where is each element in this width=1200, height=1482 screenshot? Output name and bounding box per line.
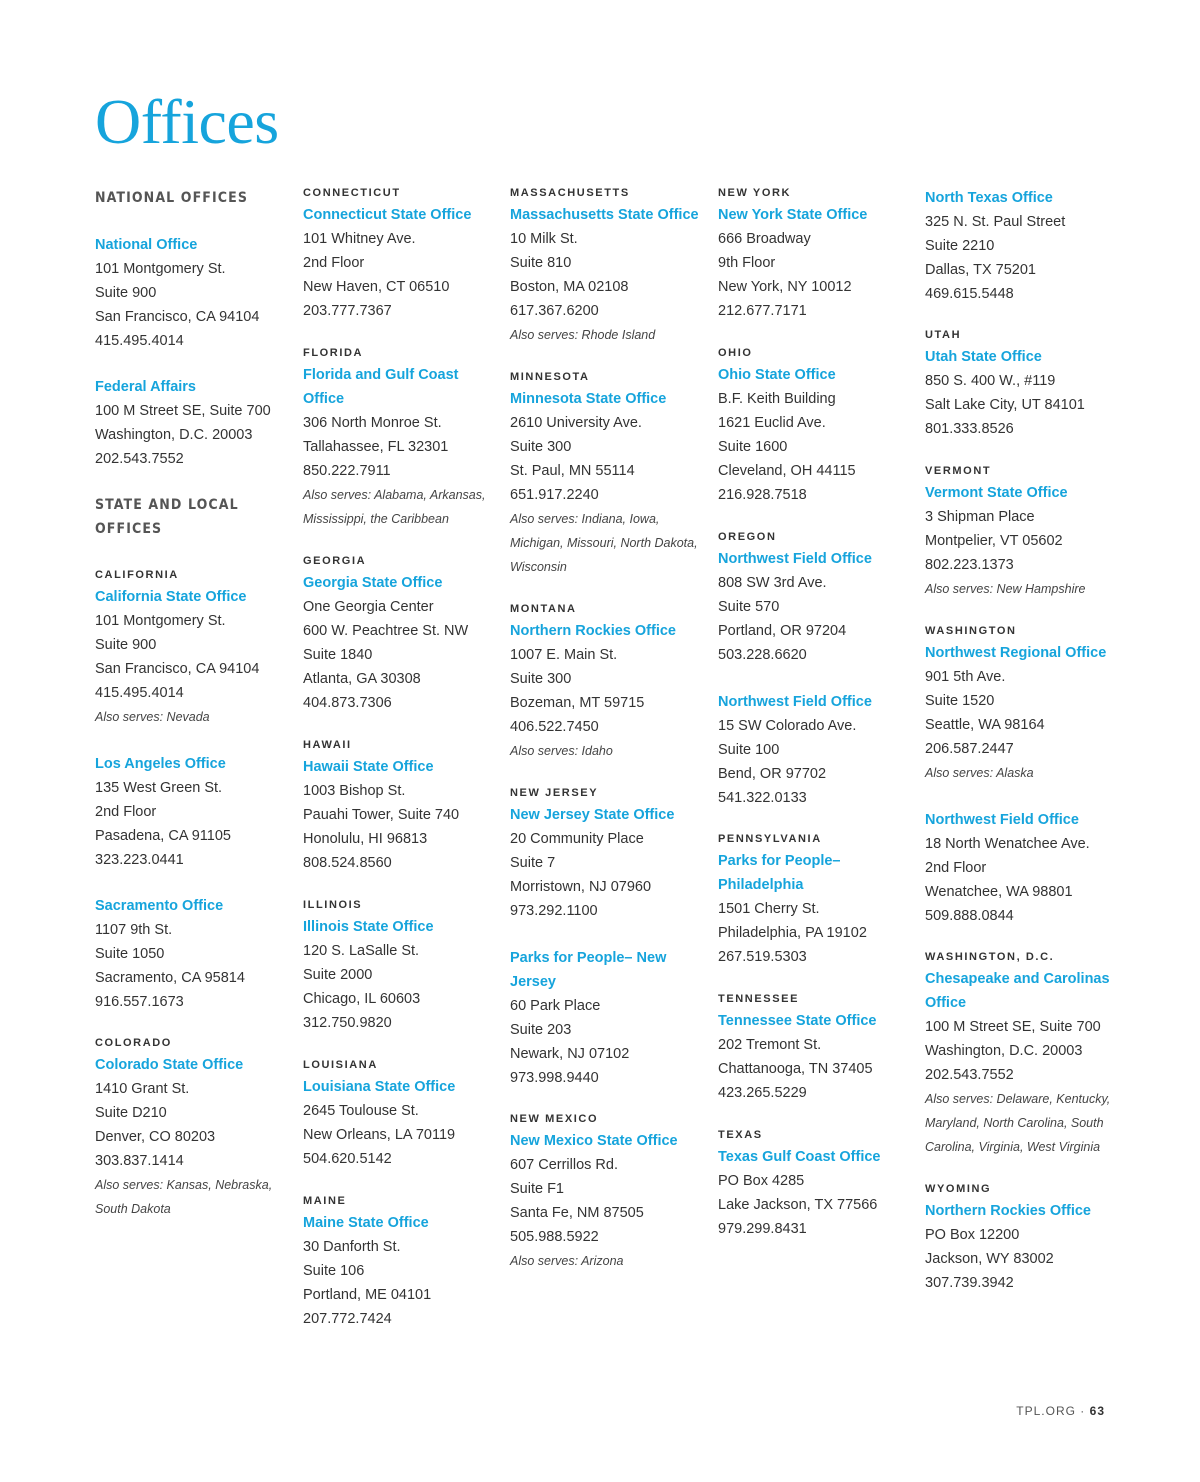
address-line: 541.322.0133 (718, 790, 807, 806)
address-line: 808.524.8560 (303, 855, 392, 871)
address-line: 202 Tremont St. (718, 1037, 822, 1053)
address-line: Suite 1520 (925, 693, 995, 709)
office-name: Northwest Field Office (718, 551, 872, 567)
address-line: Newark, NJ 07102 (510, 1046, 630, 1062)
office-block (95, 233, 295, 353)
address-line: Atlanta, GA 30308 (303, 671, 421, 687)
address-line: 509.888.0844 (925, 908, 1014, 924)
address-line: 312.750.9820 (303, 1015, 392, 1031)
state-label: CALIFORNIA (95, 569, 179, 581)
state-label: MINNESOTA (510, 371, 590, 383)
address-line: Chattanooga, TN 37405 (718, 1061, 873, 1077)
address-line: 801.333.8526 (925, 421, 1014, 437)
state-label: NEW YORK (718, 187, 792, 199)
office-name: North Texas Office (925, 190, 1053, 206)
office-block (510, 602, 710, 763)
office-name: Chesapeake and Carolinas Office (925, 971, 1110, 1011)
address-line: 202.543.7552 (95, 451, 184, 467)
address-line: PO Box 4285 (718, 1173, 805, 1189)
office-block (718, 832, 918, 969)
footer-site: TPL.ORG (1016, 1404, 1076, 1418)
address-line: Honolulu, HI 96813 (303, 831, 428, 847)
address-line: Washington, D.C. 20003 (925, 1043, 1083, 1059)
address-line: San Francisco, CA 94104 (95, 309, 260, 325)
also-serves-note: Also serves: Alaska (925, 766, 1034, 780)
address-line: 2nd Floor (303, 255, 365, 271)
office-block (95, 375, 295, 471)
state-label: LOUISIANA (303, 1059, 378, 1071)
address-line: 617.367.6200 (510, 303, 599, 319)
state-label: OHIO (718, 347, 753, 359)
state-label: CONNECTICUT (303, 187, 401, 199)
page-footer (1016, 1404, 1105, 1418)
office-name: Parks for People– New Jersey (510, 950, 667, 990)
section-header: NATIONAL OFFICES (95, 190, 248, 206)
office-column (925, 186, 1125, 1318)
address-line: San Francisco, CA 94104 (95, 661, 260, 677)
address-line: Suite 900 (95, 637, 157, 653)
address-line: Suite 810 (510, 255, 572, 271)
office-column (510, 186, 710, 1296)
office-name: Parks for People– Philadelphia (718, 853, 841, 893)
office-name: Louisiana State Office (303, 1079, 456, 1095)
state-label: COLORADO (95, 1037, 172, 1049)
state-label: VERMONT (925, 465, 992, 477)
office-name: Connecticut State Office (303, 207, 472, 223)
office-block (925, 808, 1125, 928)
address-line: 20 Community Place (510, 831, 644, 847)
office-name: Northwest Field Office (718, 694, 872, 710)
address-line: 60 Park Place (510, 998, 601, 1014)
address-line: Suite 2000 (303, 967, 373, 983)
address-line: Pauahi Tower, Suite 740 (303, 807, 460, 823)
address-line: 207.772.7424 (303, 1311, 392, 1327)
address-line: 802.223.1373 (925, 557, 1014, 573)
address-line: B.F. Keith Building (718, 391, 836, 407)
office-block (303, 186, 503, 323)
address-line: 415.495.4014 (95, 685, 184, 701)
address-line: 901 5th Ave. (925, 669, 1006, 685)
address-line: Morristown, NJ 07960 (510, 879, 652, 895)
section-header: STATE AND LOCAL OFFICES (95, 497, 239, 537)
address-line: 1410 Grant St. (95, 1081, 190, 1097)
office-block (925, 464, 1125, 601)
address-line: 504.620.5142 (303, 1151, 392, 1167)
address-line: 203.777.7367 (303, 303, 392, 319)
address-line: St. Paul, MN 55114 (510, 463, 635, 479)
state-label: UTAH (925, 329, 962, 341)
address-line: 303.837.1414 (95, 1153, 184, 1169)
address-line: Santa Fe, NM 87505 (510, 1205, 644, 1221)
address-line: Suite 2210 (925, 238, 995, 254)
address-line: PO Box 12200 (925, 1227, 1020, 1243)
office-name: New Jersey State Office (510, 807, 675, 823)
state-label: OREGON (718, 531, 777, 543)
office-block (510, 370, 710, 579)
office-name: Utah State Office (925, 349, 1042, 365)
office-name: Texas Gulf Coast Office (718, 1149, 881, 1165)
address-line: 101 Whitney Ave. (303, 231, 416, 247)
address-line: 850 S. 400 W., #119 (925, 373, 1056, 389)
state-label: GEORGIA (303, 555, 367, 567)
office-name: Vermont State Office (925, 485, 1068, 501)
address-line: Montpelier, VT 05602 (925, 533, 1063, 549)
office-name: National Office (95, 237, 198, 253)
address-line: Suite 300 (510, 439, 572, 455)
office-block (510, 786, 710, 923)
office-name: Northern Rockies Office (510, 623, 676, 639)
address-line: 505.988.5922 (510, 1229, 599, 1245)
office-block (925, 1182, 1125, 1295)
address-line: Denver, CO 80203 (95, 1129, 216, 1145)
office-name: Tennessee State Office (718, 1013, 877, 1029)
page-number: 63 (1089, 1404, 1105, 1418)
address-line: 100 M Street SE, Suite 700 (95, 403, 271, 419)
office-name: Northern Rockies Office (925, 1203, 1091, 1219)
office-name: Maine State Office (303, 1215, 429, 1231)
office-name: Los Angeles Office (95, 756, 226, 772)
address-line: 212.677.7171 (718, 303, 807, 319)
address-line: 850.222.7911 (303, 463, 391, 479)
address-line: Lake Jackson, TX 77566 (718, 1197, 878, 1213)
address-line: 808 SW 3rd Ave. (718, 575, 827, 591)
address-line: 306 North Monroe St. (303, 415, 442, 431)
office-column (95, 186, 295, 1244)
address-line: Salt Lake City, UT 84101 (925, 397, 1085, 413)
address-line: Suite 100 (718, 742, 780, 758)
address-line: New Orleans, LA 70119 (303, 1127, 456, 1143)
address-line: Cleveland, OH 44115 (718, 463, 856, 479)
office-name: Ohio State Office (718, 367, 836, 383)
address-line: Bend, OR 97702 (718, 766, 827, 782)
address-line: Suite 1840 (303, 647, 373, 663)
office-block (303, 898, 503, 1035)
address-line: 120 S. LaSalle St. (303, 943, 420, 959)
address-line: One Georgia Center (303, 599, 434, 615)
address-line: 30 Danforth St. (303, 1239, 401, 1255)
address-line: 973.292.1100 (510, 903, 598, 919)
state-label: WASHINGTON (925, 625, 1017, 637)
address-line: Suite D210 (95, 1105, 167, 1121)
address-line: Wenatchee, WA 98801 (925, 884, 1073, 900)
address-line: Portland, OR 97204 (718, 623, 847, 639)
address-line: Suite 7 (510, 855, 556, 871)
address-line: 307.739.3942 (925, 1275, 1014, 1291)
also-serves-note: Also serves: Rhode Island (510, 328, 656, 342)
address-line: 404.873.7306 (303, 695, 392, 711)
address-line: 216.928.7518 (718, 487, 807, 503)
address-line: 973.998.9440 (510, 1070, 599, 1086)
address-line: Dallas, TX 75201 (925, 262, 1036, 278)
address-line: 101 Montgomery St. (95, 613, 226, 629)
office-name: Illinois State Office (303, 919, 434, 935)
address-line: 101 Montgomery St. (95, 261, 226, 277)
address-line: 3 Shipman Place (925, 509, 1035, 525)
also-serves-note: Also serves: New Hampshire (925, 582, 1086, 596)
state-label: PENNSYLVANIA (718, 833, 822, 845)
address-line: Suite 1050 (95, 946, 165, 962)
address-line: Philadelphia, PA 19102 (718, 925, 867, 941)
address-line: Jackson, WY 83002 (925, 1251, 1054, 1267)
office-name: Federal Affairs (95, 379, 196, 395)
address-line: 916.557.1673 (95, 994, 184, 1010)
state-label: MASSACHUSETTS (510, 187, 630, 199)
also-serves-note: Also serves: Idaho (510, 744, 613, 758)
office-name: Minnesota State Office (510, 391, 667, 407)
address-line: 267.519.5303 (718, 949, 807, 965)
address-line: Suite 106 (303, 1263, 365, 1279)
office-block (925, 328, 1125, 441)
address-line: 1501 Cherry St. (718, 901, 820, 917)
address-line: Sacramento, CA 95814 (95, 970, 245, 986)
address-line: 2nd Floor (925, 860, 987, 876)
address-line: New York, NY 10012 (718, 279, 852, 295)
address-line: Suite 570 (718, 599, 780, 615)
address-line: Boston, MA 02108 (510, 279, 629, 295)
address-line: 135 West Green St. (95, 780, 223, 796)
page-title: Offices (95, 86, 279, 157)
footer-separator: · (1080, 1404, 1086, 1418)
state-label: TENNESSEE (718, 993, 800, 1005)
address-line: 18 North Wenatchee Ave. (925, 836, 1090, 852)
state-label: TEXAS (718, 1129, 763, 1141)
address-line: 607 Cerrillos Rd. (510, 1157, 618, 1173)
address-line: 415.495.4014 (95, 333, 184, 349)
office-name: Massachusetts State Office (510, 207, 699, 223)
address-line: 666 Broadway (718, 231, 811, 247)
office-block (303, 738, 503, 875)
address-line: New Haven, CT 06510 (303, 279, 450, 295)
address-line: 600 W. Peachtree St. NW (303, 623, 469, 639)
state-label: FLORIDA (303, 347, 364, 359)
state-label: MONTANA (510, 603, 577, 615)
address-line: Suite 203 (510, 1022, 572, 1038)
office-block (95, 894, 295, 1014)
office-name: California State Office (95, 589, 247, 605)
office-block (925, 186, 1125, 306)
office-column (718, 186, 918, 1264)
also-serves-note: Also serves: Alabama, Arkansas, Mississippi, the Caribbean (303, 488, 486, 526)
address-line: 651.917.2240 (510, 487, 599, 503)
address-line: 1621 Euclid Ave. (718, 415, 826, 431)
office-block (303, 346, 503, 531)
state-label: MAINE (303, 1195, 347, 1207)
address-line: 2645 Toulouse St. (303, 1103, 419, 1119)
address-line: 979.299.8431 (718, 1221, 807, 1237)
address-line: Suite F1 (510, 1181, 564, 1197)
address-line: 423.265.5229 (718, 1085, 807, 1101)
also-serves-note: Also serves: Nevada (95, 710, 210, 724)
office-block (303, 1058, 503, 1171)
office-block (303, 554, 503, 715)
address-line: Seattle, WA 98164 (925, 717, 1045, 733)
office-block (718, 186, 918, 323)
office-name: New Mexico State Office (510, 1133, 678, 1149)
office-block (718, 1128, 918, 1241)
address-line: Tallahassee, FL 32301 (303, 439, 449, 455)
office-block (925, 950, 1125, 1159)
address-line: Suite 900 (95, 285, 157, 301)
address-line: Pasadena, CA 91105 (95, 828, 231, 844)
office-block (718, 346, 918, 507)
state-label: ILLINOIS (303, 899, 363, 911)
office-block (303, 1194, 503, 1331)
address-line: Suite 1600 (718, 439, 788, 455)
office-block (718, 992, 918, 1105)
state-label: NEW JERSEY (510, 787, 599, 799)
address-line: Bozeman, MT 59715 (510, 695, 645, 711)
address-line: 2610 University Ave. (510, 415, 642, 431)
address-line: Chicago, IL 60603 (303, 991, 421, 1007)
address-line: 323.223.0441 (95, 852, 184, 868)
office-block (718, 530, 918, 667)
office-name: Florida and Gulf Coast Office (303, 367, 459, 407)
address-line: 10 Milk St. (510, 231, 578, 247)
address-line: 202.543.7552 (925, 1067, 1014, 1083)
office-block (510, 946, 710, 1090)
also-serves-note: Also serves: Kansas, Nebraska, South Dakota (95, 1178, 273, 1216)
address-line: 1003 Bishop St. (303, 783, 406, 799)
address-line: Suite 300 (510, 671, 572, 687)
office-block (95, 1036, 295, 1221)
address-line: 503.228.6620 (718, 647, 807, 663)
address-line: 1107 9th St. (95, 922, 173, 938)
state-label: HAWAII (303, 739, 352, 751)
also-serves-note: Also serves: Arizona (510, 1254, 624, 1268)
office-block (510, 186, 710, 347)
state-label: WASHINGTON, D.C. (925, 951, 1055, 963)
also-serves-note: Also serves: Indiana, Iowa, Michigan, Missouri, North Dakota, Wisconsin (510, 512, 698, 574)
address-line: Washington, D.C. 20003 (95, 427, 253, 443)
office-column (303, 186, 503, 1354)
address-line: 469.615.5448 (925, 286, 1014, 302)
address-line: 2nd Floor (95, 804, 157, 820)
office-name: Colorado State Office (95, 1057, 244, 1073)
address-line: 206.587.2447 (925, 741, 1014, 757)
office-name: Northwest Regional Office (925, 645, 1107, 661)
address-line: 15 SW Colorado Ave. (718, 718, 857, 734)
address-line: 406.522.7450 (510, 719, 599, 735)
state-label: WYOMING (925, 1183, 992, 1195)
address-line: 1007 E. Main St. (510, 647, 618, 663)
office-block (925, 624, 1125, 785)
state-label: NEW MEXICO (510, 1113, 599, 1125)
office-block (510, 1112, 710, 1273)
office-name: Hawaii State Office (303, 759, 434, 775)
office-name: Northwest Field Office (925, 812, 1079, 828)
office-name: Sacramento Office (95, 898, 224, 914)
address-line: 100 M Street SE, Suite 700 (925, 1019, 1101, 1035)
office-name: Georgia State Office (303, 575, 443, 591)
address-line: 325 N. St. Paul Street (925, 214, 1066, 230)
office-block (95, 752, 295, 872)
office-block (718, 690, 918, 810)
office-name: New York State Office (718, 207, 868, 223)
office-block (95, 568, 295, 729)
address-line: Portland, ME 04101 (303, 1287, 432, 1303)
address-line: 9th Floor (718, 255, 776, 271)
also-serves-note: Also serves: Delaware, Kentucky, Maryland, North Carolina, South Carolina, Virginia, West Virginia (925, 1092, 1111, 1154)
